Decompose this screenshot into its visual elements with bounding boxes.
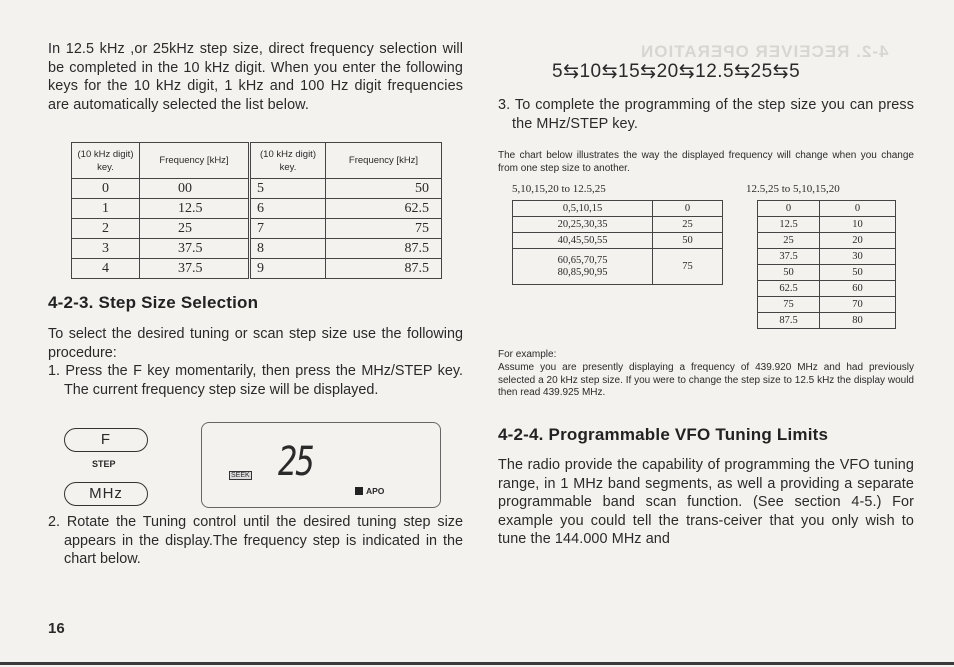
step-size-readout: 25 xyxy=(278,439,314,485)
step-conversion-table-a xyxy=(512,200,723,285)
section-heading-step-size: 4-2-3. Step Size Selection xyxy=(48,293,259,312)
digit-frequency-table xyxy=(71,142,442,279)
chart-note: The chart below illustrates the way the displayed frequency will change when you change from one step size to another. xyxy=(498,150,914,174)
procedure-step-3: 3. To complete the programming of the step size you can press the MHz/STEP key. xyxy=(498,97,914,132)
table-row xyxy=(72,179,442,199)
table-row: 0,5,10,15 0 xyxy=(513,201,723,217)
table-cell: 0 xyxy=(72,179,140,199)
table-cell: 5 xyxy=(250,179,326,199)
table-cell: 9 xyxy=(250,259,326,279)
table-cell: 2 xyxy=(72,219,140,239)
table-row xyxy=(72,239,442,259)
table-header: Frequency [kHz] xyxy=(326,143,442,179)
table-cell: 6 xyxy=(250,199,326,219)
table-row: 50 50 xyxy=(758,265,896,281)
table-a-caption: 5,10,15,20 to 12.5,25 xyxy=(512,183,606,195)
table-cell: 62.5 xyxy=(326,199,442,219)
table-cell: 4 xyxy=(72,259,140,279)
table-row: 20,25,30,35 25 xyxy=(513,217,723,233)
table-row: 60,65,70,75 80,85,90,95 75 xyxy=(513,249,723,285)
table-cell: 3 xyxy=(72,239,140,259)
table-row: 0 0 xyxy=(758,201,896,217)
table-cell: 00 xyxy=(140,179,250,199)
table-cell: 75 xyxy=(326,219,442,239)
table-cell: 87.5 xyxy=(326,239,442,259)
table-row: 37.5 30 xyxy=(758,249,896,265)
example-text: Assume you are presently displaying a frequency of 439.920 MHz and had previously selected a 20 kHz step size. If you were to change the step size to 12.5 kHz the display would then read 439.925 MHz. xyxy=(498,362,914,398)
apo-indicator: APO xyxy=(355,486,384,496)
apo-icon xyxy=(355,487,363,495)
table-cell: 8 xyxy=(250,239,326,259)
f-key-icon: F xyxy=(64,428,148,452)
table-header: (10 kHz digit) key. xyxy=(72,143,140,179)
table-row: 87.5 80 xyxy=(758,313,896,329)
table-cell: 12.5 xyxy=(140,199,250,219)
table-row xyxy=(72,199,442,219)
procedure-step-1: 1. Press the F key momentarily, then press the MHz/STEP key. The current frequency step size will be displayed. xyxy=(48,363,463,398)
mhz-step-key-icon: MHz xyxy=(64,482,148,506)
bleed-through-decoration: 4-2. RECEIVER OPERATION xyxy=(640,42,889,61)
page-number: 16 xyxy=(48,620,65,637)
table-cell: 25 xyxy=(140,219,250,239)
table-row: 40,45,50,55 50 xyxy=(513,233,723,249)
table-row: 62.5 60 xyxy=(758,281,896,297)
table-row xyxy=(72,219,442,239)
procedure-intro: To select the desired tuning or scan step size use the following procedure: xyxy=(48,326,463,361)
seek-indicator: SEEK xyxy=(231,472,250,479)
left-column xyxy=(48,40,463,114)
procedure-step-2: 2. Rotate the Tuning control until the desired tuning step size appears in the display.The frequency step is indicated in the chart below. xyxy=(48,514,463,567)
table-cell: 37.5 xyxy=(140,259,250,279)
page-bottom-rule xyxy=(0,662,954,665)
vfo-limits-body: The radio provide the capability of programming the VFO tuning range, in 1 MHz band segments, as well a providing a separate programmable band scan function. (See section 4-5.) For example you could tell the trans-ceiver that you only wish to tune the 144.000 MHz and xyxy=(498,457,914,547)
example-label: For example: xyxy=(498,349,557,360)
table-cell: 1 xyxy=(72,199,140,219)
table-cell: 37.5 xyxy=(140,239,250,259)
lcd-display xyxy=(201,422,441,508)
table-cell: 7 xyxy=(250,219,326,239)
intro-paragraph: In 12.5 kHz ,or 25kHz step size, direct frequency selection will be completed in the 10 kHz digit. When you enter the following keys for the 10 kHz digit, 1 kHz and 100 Hz digit frequencies are automatically selected the list below. xyxy=(48,41,463,113)
table-row xyxy=(72,259,442,279)
step-sequence: 5⇆10⇆15⇆20⇆12.5⇆25⇆5 xyxy=(552,61,801,82)
table-b-caption: 12.5,25 to 5,10,15,20 xyxy=(746,183,840,195)
section-heading-vfo-limits: 4-2-4. Programmable VFO Tuning Limits xyxy=(498,425,829,444)
step-key-label: STEP xyxy=(92,459,116,469)
table-header: Frequency [kHz] xyxy=(140,143,250,179)
table-row: 25 20 xyxy=(758,233,896,249)
table-cell: 87.5 xyxy=(326,259,442,279)
table-row: 12.5 10 xyxy=(758,217,896,233)
table-header: (10 kHz digit) key. xyxy=(250,143,326,179)
table-cell: 50 xyxy=(326,179,442,199)
step-conversion-table-b xyxy=(757,200,896,329)
table-row: 75 70 xyxy=(758,297,896,313)
